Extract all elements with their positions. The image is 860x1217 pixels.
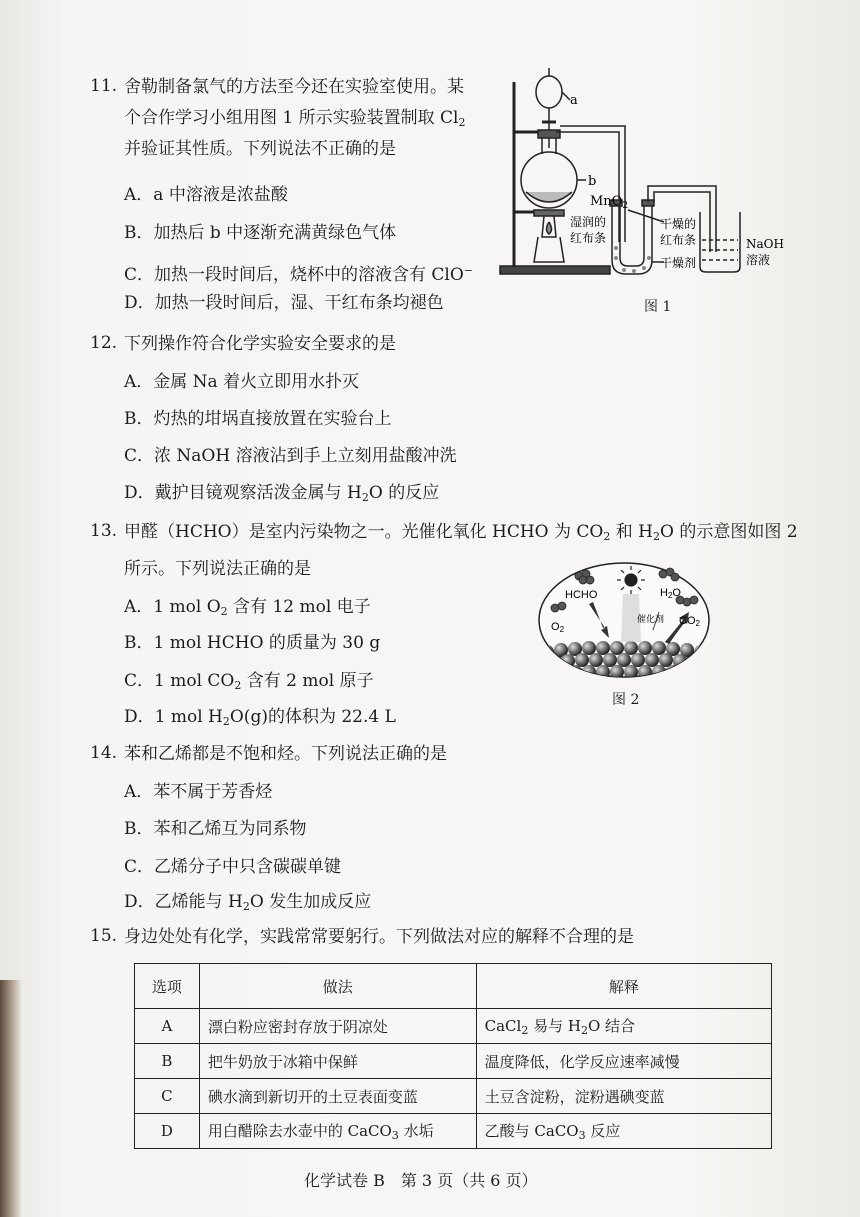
- q15-table: [134, 963, 772, 1149]
- q14-number: 14.: [90, 743, 118, 763]
- label-mno2: MnO$_2$: [590, 194, 629, 211]
- header-method: 做法: [199, 964, 476, 1009]
- q11-option-d: D．加热一段时间后，湿、干红布条均褪色: [124, 293, 444, 313]
- row-d-method: 用白醋除去水壶中的 CaCO$_3$ 水垢: [199, 1114, 476, 1149]
- table-row: [135, 1009, 772, 1044]
- header-reason: 解释: [476, 964, 771, 1009]
- row-d-option: D: [135, 1114, 200, 1149]
- row-c-method: 碘水滴到新切开的土豆表面变蓝: [199, 1079, 476, 1114]
- page-edge-shadow: [0, 980, 22, 1217]
- label-dry-cloth-1: 干燥的: [660, 217, 697, 231]
- label-o2: O2: [551, 621, 565, 634]
- label-catalyst: 催化剂: [637, 615, 665, 625]
- header-option: 选项: [135, 964, 200, 1009]
- label-b: b: [588, 174, 597, 189]
- q13-stem-line2: 所示。下列说法正确的是: [124, 559, 311, 579]
- q14-option-a: A．苯不属于芳香烃: [124, 782, 273, 802]
- q12-option-d: D．戴护目镜观察活泼金属与 $H_2O$ 的反应: [124, 483, 440, 504]
- row-c-option: C: [135, 1079, 200, 1114]
- q13-option-c: C．1 mol $CO_2$ 含有 2 mol 原子: [124, 671, 374, 692]
- q14-option-d: D．乙烯能与 $H_2O$ 发生加成反应: [124, 892, 372, 913]
- page-footer: 化学试卷 B 第 3 页（共 6 页）: [304, 1171, 538, 1190]
- q11-option-a: A．a 中溶液是浓盐酸: [124, 185, 288, 205]
- table-header-row: [135, 964, 772, 1009]
- q11-stem-line1: 舍勒制备氯气的方法至今还在实验室使用。某: [124, 77, 464, 97]
- q14-option-b: B．苯和乙烯互为同系物: [124, 819, 307, 839]
- label-desiccant: 干燥剂: [660, 256, 697, 270]
- q11-option-b: B．加热后 b 中逐渐充满黄绿色气体: [124, 223, 397, 243]
- q13-option-d: D．1 mol $H_2O(g)$的体积为 22.4 L: [124, 707, 396, 728]
- q11-option-c: C．加热一段时间后，烧杯中的溶液含有 ClO−: [124, 264, 474, 285]
- label-naoh: NaOH: [746, 237, 784, 251]
- label-dry-cloth-2: 红布条: [660, 233, 697, 247]
- figure-1-apparatus: [494, 62, 794, 282]
- q12-option-b: B．灼热的坩埚直接放置在实验台上: [124, 409, 392, 429]
- q15-stem: 身边处处有化学，实践常常要躬行。下列做法对应的解释不合理的是: [124, 927, 634, 947]
- label-solution: 溶液: [746, 253, 771, 267]
- table-row: [135, 1114, 772, 1149]
- q14-stem: 苯和乙烯都是不饱和烃。下列说法正确的是: [124, 744, 447, 764]
- label-h2o: H2O: [660, 587, 681, 600]
- q15-number: 15.: [90, 926, 118, 946]
- label-co2: CO2: [679, 615, 700, 628]
- q14-option-c: C．乙烯分子中只含碳碳单键: [124, 857, 342, 877]
- q13-stem-line1: 甲醛（HCHO）是室内污染物之一。光催化氧化 HCHO 为 $CO_2$ 和 $H_2O$ 的示意图如图 2: [124, 522, 798, 543]
- row-a-option: A: [135, 1009, 200, 1044]
- q11-stem-line3: 并验证其性质。下列说法不正确的是: [124, 139, 396, 159]
- table-row: [135, 1079, 772, 1114]
- row-a-method: 漂白粉应密封存放于阴凉处: [199, 1009, 476, 1044]
- q11-number: 11.: [90, 76, 118, 96]
- row-b-method: 把牛奶放于冰箱中保鲜: [199, 1044, 476, 1079]
- q12-option-a: A．金属 Na 着火立即用水扑灭: [124, 372, 360, 392]
- q13-option-b: B．1 mol HCHO 的质量为 30 g: [124, 633, 381, 653]
- label-wet-cloth-1: 湿润的: [570, 215, 607, 229]
- figure-1-caption: 图 1: [644, 299, 672, 315]
- q12-stem: 下列操作符合化学实验安全要求的是: [124, 334, 396, 354]
- label-wet-cloth-2: 红布条: [570, 231, 607, 245]
- row-b-option: B: [135, 1044, 200, 1079]
- q11-stem-line2: 个合作学习小组用图 1 所示实验装置制取 $Cl_2$: [124, 108, 466, 129]
- figure-2-photocatalysis: [537, 560, 711, 680]
- figure-2-caption: 图 2: [612, 692, 640, 708]
- table-row: [135, 1044, 772, 1079]
- q12-option-c: C．浓 NaOH 溶液沾到手上立刻用盐酸冲洗: [124, 446, 457, 466]
- label-hcho: HCHO: [565, 589, 598, 601]
- q12-number: 12.: [90, 333, 118, 353]
- label-a: a: [570, 93, 578, 108]
- q13-number: 13.: [90, 521, 118, 541]
- row-b-reason: 温度降低，化学反应速率减慢: [476, 1044, 771, 1079]
- row-d-reason: 乙酸与 CaCO$_3$ 反应: [476, 1114, 771, 1149]
- q13-option-a: A．1 mol $O_2$ 含有 12 mol 电子: [124, 597, 371, 618]
- row-a-reason: CaCl$_2$ 易与 $H_2O$ 结合: [476, 1009, 771, 1044]
- row-c-reason: 土豆含淀粉，淀粉遇碘变蓝: [476, 1079, 771, 1114]
